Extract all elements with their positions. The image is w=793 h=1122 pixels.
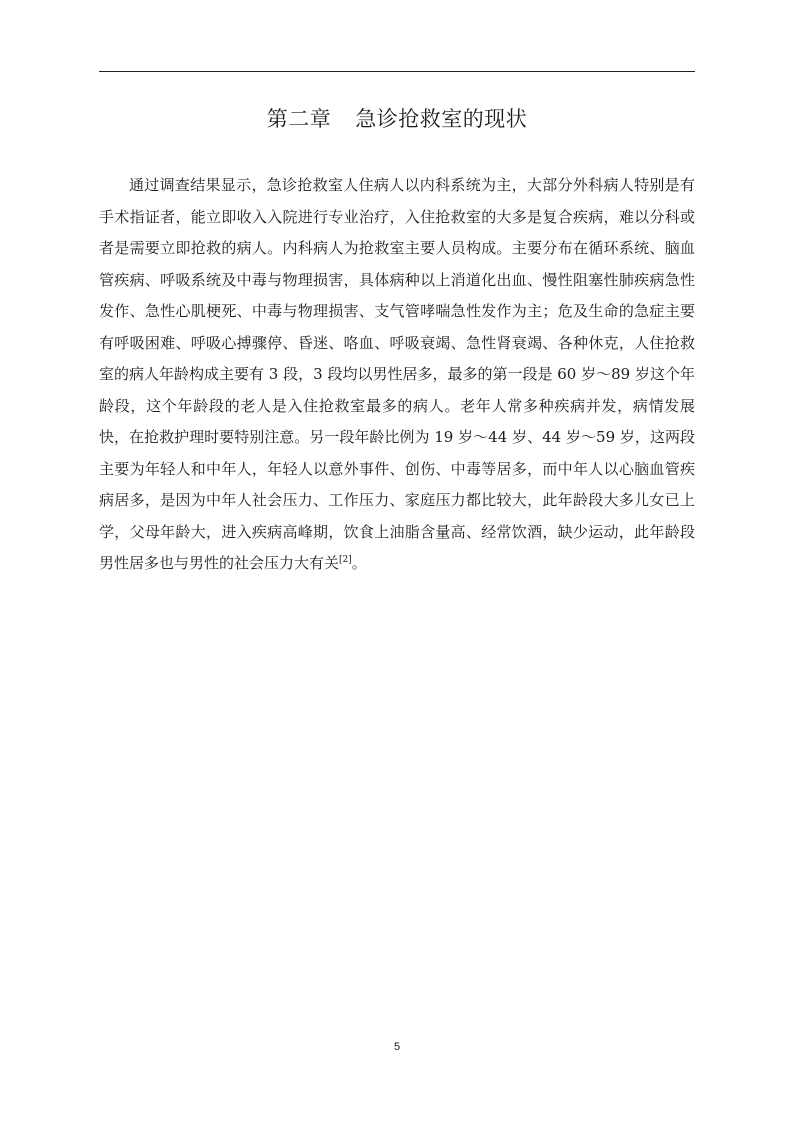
paragraph-text: 通过调查结果显示，急诊抢救室人住病人以内科系统为主，大部分外科病人特别是有手术指证者，能立即收入入院进行专业治疗，入住抢救室的大多是复合疾病，难以分科或者是需要立即抢救的病人。内科病人为抢救室主要人员构成。主要分布在循环系统、脑血管疾病、呼吸系统及中毒与物理损害，具体病种以上消道化出血、慢性阻塞性肺疾病急性发作、急性心肌梗死、中毒与物理损害、支气管哮喘急性发作为主；危及生命的急症主要有呼吸困难、呼吸心搏骤停、昏迷、咯血、呼吸衰竭、急性肾衰竭、各种休克，人住抢救室的病人年龄构成主要有 3 段，3 段均以男性居多，最多的第一段是 60 岁～89 岁这个年龄段，这个年龄段的老人是入住抢救室最多的病人。老年人常多种疾病并发，病情发展快，在抢救护理时要特别注意。另一段年龄比例为 19 岁～44 岁、44 岁～59 岁，这两段主要为年轻人和中年人，年轻人以意外事件、创伤、中毒等居多，而中年人以心脑血管疾病居多，是因为中年人社会压力、工作压力、家庭压力都比较大，此年龄段大多儿女已上学，父母年龄大，进入疾病高峰期，饮食上油脂含量高、经常饮酒，缺少运动，此年龄段男性居多也与男性的社会压力大有关 xyxy=(99,176,695,572)
paragraph-end: 。 xyxy=(351,554,367,572)
chapter-number: 第二章 xyxy=(266,107,332,131)
chapter-title xyxy=(99,104,695,134)
page-number: 5 xyxy=(393,1041,401,1053)
chapter-heading: 急诊抢救室的现状 xyxy=(355,107,528,131)
header-rule xyxy=(99,71,695,72)
citation-ref[interactable]: [2] xyxy=(339,555,352,565)
body-paragraph xyxy=(99,170,695,580)
